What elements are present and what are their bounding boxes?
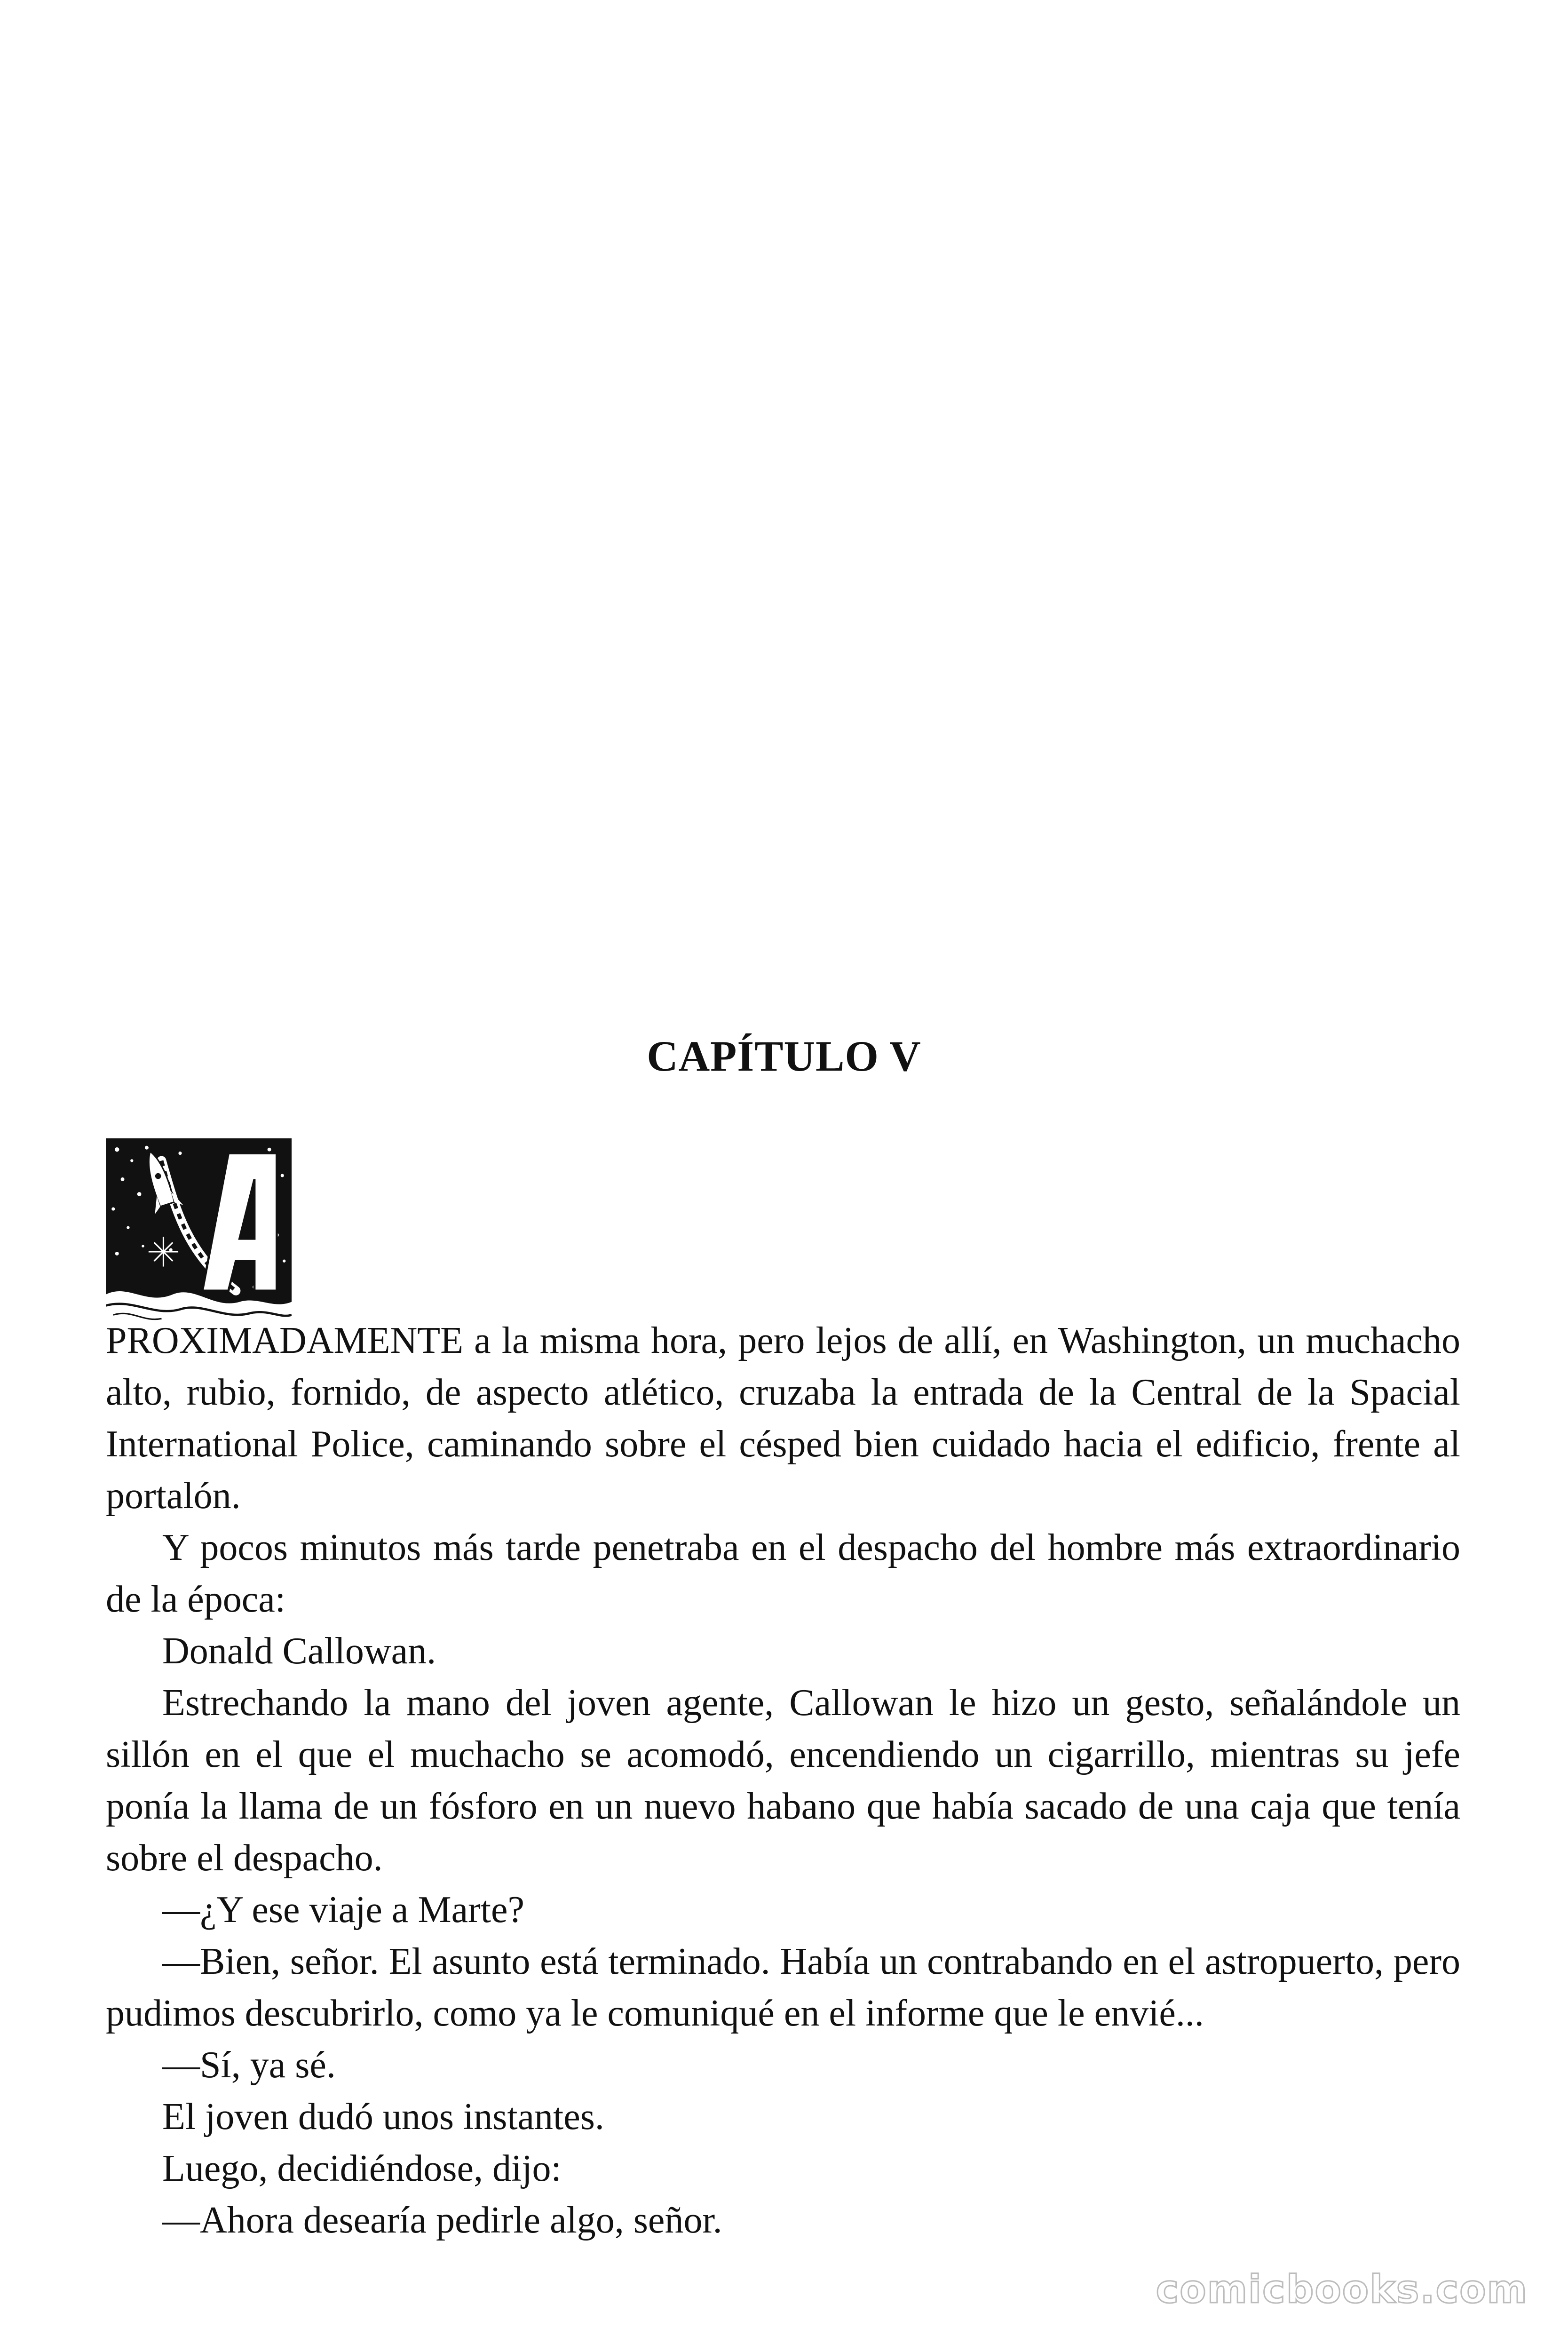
paragraph-7: —Sí, ya sé. [162, 2044, 336, 2086]
paragraph-8: El joven dudó unos instantes. [162, 2096, 604, 2137]
chapter-body [106, 1315, 1460, 2246]
paragraph-3: Donald Callowan. [162, 1630, 436, 1672]
watermark: comicbooks.com [1156, 2267, 1528, 2312]
paragraph-4: Estrechando la mano del joven agente, Callowan le hizo un gesto, señalándole un sillón en el que el muchacho se acomodó, encendiendo un cigarrillo, mientras su jefe ponía la llama de un fósforo en un nuevo habano que había sacado de una caja que tenía sobre el despacho. [106, 1682, 1460, 1879]
paragraph-6: —Bien, señor. El asunto está terminado. Había un contrabando en el astropuerto, pero pudimos descubrirlo, como ya le comuniqué en el informe que le envié... [106, 1941, 1460, 2034]
drop-cap-image [106, 1138, 292, 1324]
paragraph-10: —Ahora desearía pedirle algo, señor. [162, 2200, 722, 2241]
chapter-title: CAPÍTULO V [647, 1032, 921, 1080]
paragraph-9: Luego, decidiéndose, dijo: [162, 2148, 562, 2189]
paragraph-2: Y pocos minutos más tarde penetraba en el despacho del hombre más extraordinario de la época: [106, 1527, 1460, 1620]
rocket-drop-cap-illustration [106, 1138, 292, 1324]
paragraph-1: PROXIMADAMENTE a la misma hora, pero lejos de allí, en Washington, un muchacho alto, rubio, fornido, de aspecto atlético, cruzaba la entrada de la Central de la Spacial International Police, caminando sobre el césped bien cuidado hacia el edificio, frente al portalón. [106, 1320, 1460, 1517]
paragraph-5: —¿Y ese viaje a Marte? [162, 1889, 524, 1931]
